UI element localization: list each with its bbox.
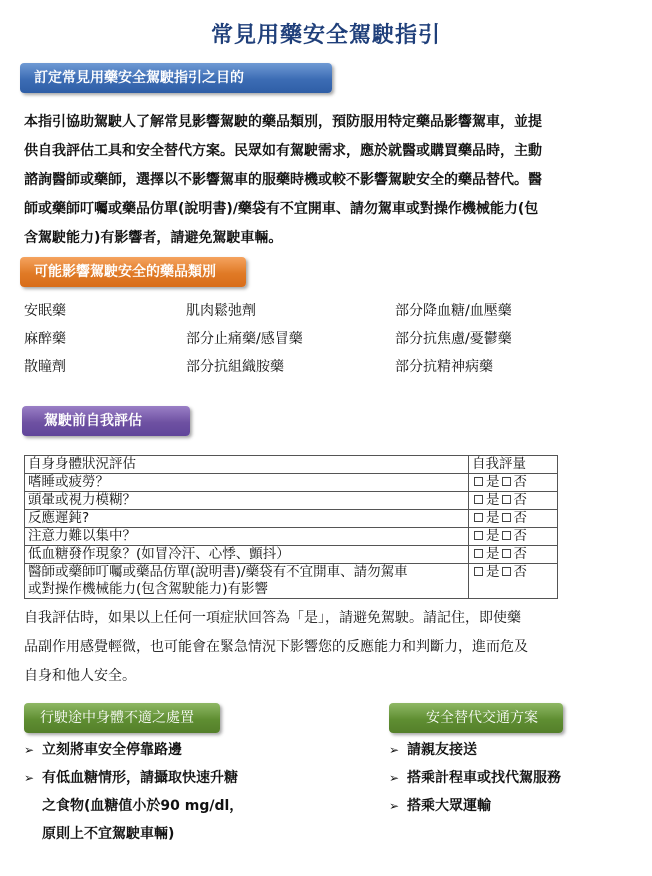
- list-item: [389, 792, 629, 820]
- yes-checkbox[interactable]: [474, 513, 483, 522]
- table-header-cell: 自身身體狀況評估: [25, 456, 469, 474]
- no-checkbox[interactable]: [502, 531, 511, 540]
- yes-checkbox[interactable]: [474, 495, 483, 504]
- self-assessment-table: [24, 455, 558, 599]
- discomfort-heading: 行駛途中身體不適之處置: [24, 703, 220, 733]
- table-row: [25, 564, 558, 599]
- drug-class-item: 安眠藥: [24, 303, 66, 319]
- discomfort-list: [24, 736, 354, 848]
- drug-class-item: 部分抗精神病藥: [395, 359, 493, 375]
- yes-no-cell: [469, 564, 558, 599]
- table-row: [25, 528, 558, 546]
- list-item: [24, 764, 354, 792]
- table-row: [25, 510, 558, 528]
- arrow-bullet-icon: ➢: [389, 799, 400, 813]
- symptom-cell: [25, 564, 469, 599]
- table-row: [25, 492, 558, 510]
- list-item: [389, 736, 629, 764]
- list-item-text: 搭乘大眾運輸: [407, 798, 491, 814]
- no-label: 否: [513, 510, 527, 526]
- purpose-paragraph: [24, 108, 610, 253]
- drug-class-item: 麻醉藥: [24, 331, 66, 347]
- yes-checkbox[interactable]: [474, 531, 483, 540]
- arrow-bullet-icon: ➢: [24, 743, 35, 757]
- drug-classes-heading: 可能影響駕駛安全的藥品類別: [20, 257, 246, 287]
- purpose-line: 含駕駛能力)有影響者，請避免駕駛車輛。: [24, 230, 283, 246]
- no-label: 否: [513, 492, 527, 508]
- arrow-bullet-icon: ➢: [389, 743, 400, 757]
- list-item: [24, 736, 354, 764]
- yes-no-cell: [469, 474, 558, 492]
- no-checkbox[interactable]: [502, 495, 511, 504]
- table-header-cell: 自我評量: [469, 456, 558, 474]
- drug-class-item: 部分抗組織胺藥: [186, 359, 284, 375]
- purpose-line: 諮詢醫師或藥師，選擇以不影響駕車的服藥時機或較不影響駕駛安全的藥品替代。醫: [24, 172, 542, 188]
- symptom-cell: 注意力難以集中？: [25, 528, 469, 546]
- table-row: [25, 546, 558, 564]
- yes-no-cell: [469, 492, 558, 510]
- purpose-line: 本指引協助駕駛人了解常見影響駕駛的藥品類別，預防服用特定藥品影響駕車，並提: [24, 114, 542, 130]
- yes-checkbox[interactable]: [474, 567, 483, 576]
- yes-no-cell: [469, 528, 558, 546]
- note-line: 自我評估時，如果以上任何一項症狀回答為「是」，請避免駕駛。請記住，即使藥: [24, 610, 521, 626]
- yes-label: 是: [486, 510, 500, 526]
- yes-label: 是: [486, 564, 500, 580]
- yes-label: 是: [486, 474, 500, 490]
- drug-class-item: 散瞳劑: [24, 359, 66, 375]
- assessment-note: [24, 604, 610, 691]
- list-item-text: 立刻將車安全停靠路邊: [42, 742, 182, 758]
- no-checkbox[interactable]: [502, 513, 511, 522]
- purpose-line: 師或藥師叮囑或藥品仿單(說明書)/藥袋有不宜開車、請勿駕車或對操作機械能力(包: [24, 201, 539, 217]
- drug-class-item: 部分止痛藥/感冒藥: [186, 331, 303, 347]
- note-line: 自身和他人安全。: [24, 668, 136, 684]
- alternatives-list: [389, 736, 629, 820]
- drug-class-item: 肌肉鬆弛劑: [186, 303, 256, 319]
- symptom-cell: 反應遲鈍?: [25, 510, 469, 528]
- drug-class-item: 部分降血糖/血壓藥: [395, 303, 512, 319]
- self-assessment-heading: 駕駛前自我評估: [22, 406, 190, 436]
- list-item-text: 搭乘計程車或找代駕服務: [407, 770, 561, 786]
- symptom-line: 醫師或藥師叮囑或藥品仿單(說明書)/藥袋有不宜開車、請勿駕車: [28, 564, 408, 580]
- page-title: 常見用藥安全駕駛指引: [210, 23, 441, 48]
- arrow-bullet-icon: ➢: [24, 771, 35, 785]
- symptom-cell: 嗜睡或疲勞？: [25, 474, 469, 492]
- list-item-continuation: 之食物(血糖值小於90 mg/dl，: [42, 798, 244, 814]
- no-checkbox[interactable]: [502, 549, 511, 558]
- no-label: 否: [513, 528, 527, 544]
- purpose-heading: 訂定常見用藥安全駕駛指引之目的: [20, 63, 332, 93]
- purpose-line: 供自我評估工具和安全替代方案。民眾如有駕駛需求，應於就醫或購買藥品時，主動: [24, 143, 542, 159]
- arrow-bullet-icon: ➢: [389, 771, 400, 785]
- symptom-cell: 低血糖發作現象？(如冒冷汗、心悸、顫抖）: [25, 546, 469, 564]
- no-checkbox[interactable]: [502, 567, 511, 576]
- yes-label: 是: [486, 492, 500, 508]
- symptom-line: 或對操作機械能力(包含駕駛能力)有影響: [28, 581, 269, 597]
- symptom-cell: 頭暈或視力模糊？: [25, 492, 469, 510]
- no-label: 否: [513, 546, 527, 562]
- table-header-row: [25, 456, 558, 474]
- yes-no-cell: [469, 510, 558, 528]
- no-label: 否: [513, 474, 527, 490]
- alternatives-heading: 安全替代交通方案: [389, 703, 563, 733]
- table-row: [25, 474, 558, 492]
- yes-checkbox[interactable]: [474, 477, 483, 486]
- no-checkbox[interactable]: [502, 477, 511, 486]
- list-item: [389, 764, 629, 792]
- list-item-text: 請親友接送: [407, 742, 477, 758]
- yes-label: 是: [486, 528, 500, 544]
- list-item-text: 有低血糖情形，請攝取快速升糖: [42, 770, 238, 786]
- yes-no-cell: [469, 546, 558, 564]
- no-label: 否: [513, 564, 527, 580]
- list-item-continuation: 原則上不宜駕駛車輛): [42, 826, 175, 842]
- note-line: 品副作用感覺輕微，也可能會在緊急情況下影響您的反應能力和判斷力，進而危及: [24, 639, 528, 655]
- yes-label: 是: [486, 546, 500, 562]
- yes-checkbox[interactable]: [474, 549, 483, 558]
- drug-class-item: 部分抗焦慮/憂鬱藥: [395, 331, 512, 347]
